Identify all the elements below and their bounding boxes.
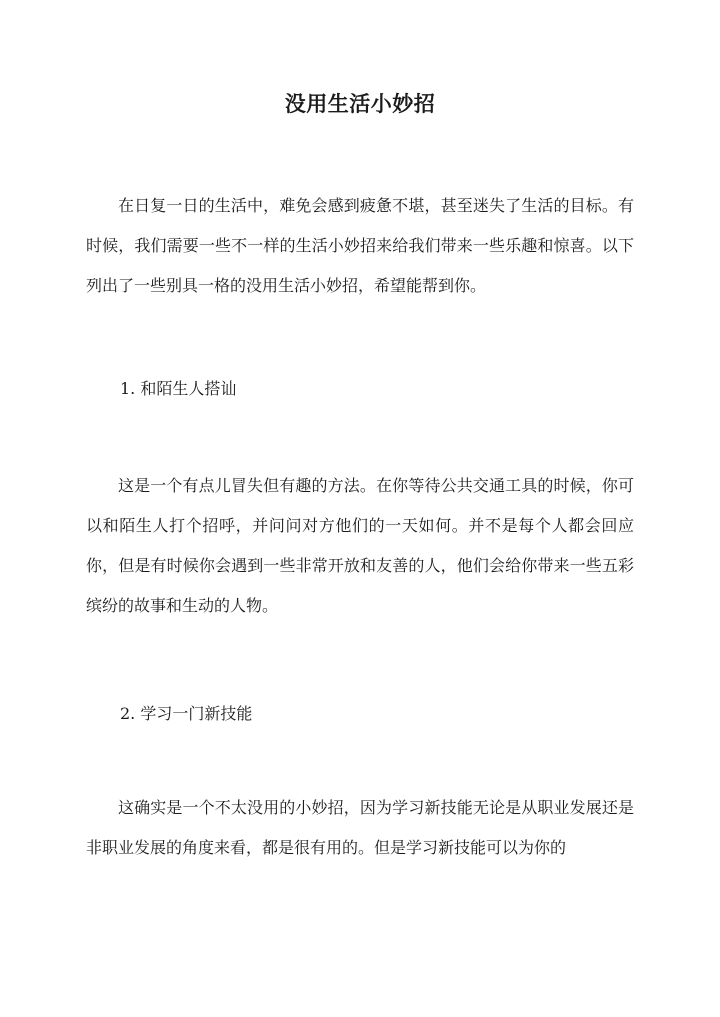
section-heading-2: 2. 学习一门新技能 [120,704,253,723]
intro-paragraph: 在日复一日的生活中，难免会感到疲惫不堪，甚至迷失了生活的目标。有时候，我们需要一些不一样的生活小妙招来给我们带来一些乐趣和惊喜。以下列出了一些别具一格的没用生活小妙招，希望能帮到你。 [86,196,634,295]
section-body-2: 这确实是一个不太没用的小妙招，因为学习新技能无论是从职业发展还是非职业发展的角度来看，都是很有用的。但是学习新技能可以为你的 [86,798,634,857]
document-title: 没用生活小妙招 [284,91,436,116]
section-heading-1: 1. 和陌生人搭讪 [120,379,237,398]
section-body-1: 这是一个有点儿冒失但有趣的方法。在你等待公共交通工具的时候，你可以和陌生人打个招呼，并问问对方他们的一天如何。并不是每个人都会回应你，但是有时候你会遇到一些非常开放和友善的人，他们会给你带来一些五彩缤纷的故事和生动的人物。 [86,476,634,615]
